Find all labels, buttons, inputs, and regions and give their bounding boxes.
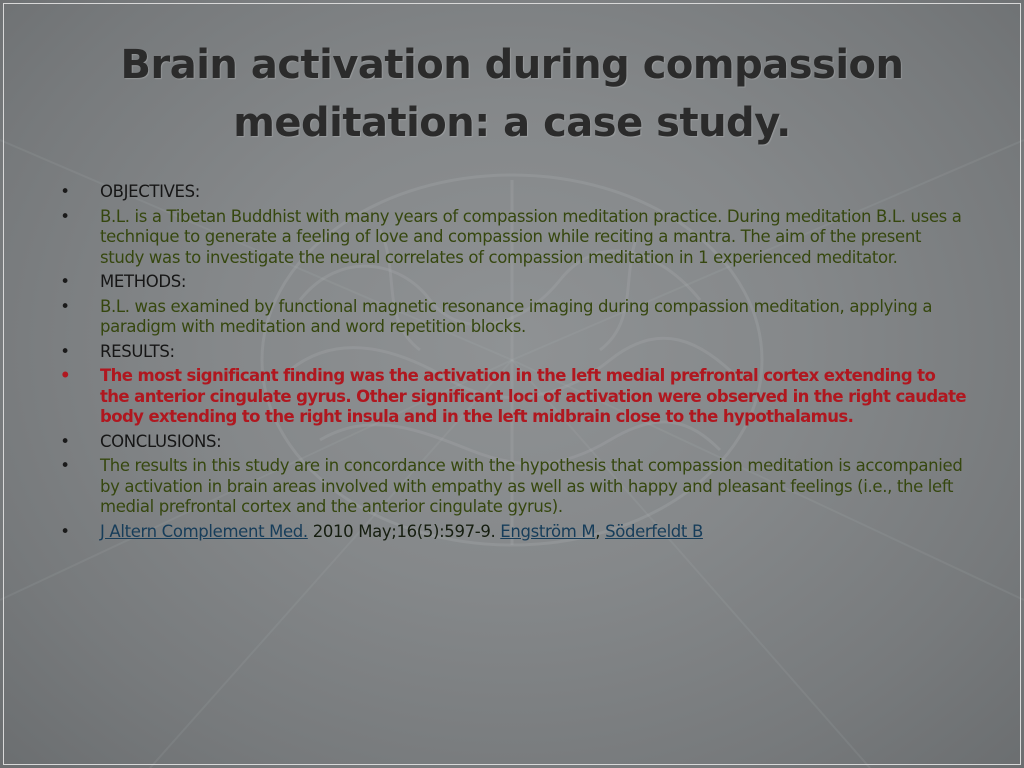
list-item-methods-body (58, 297, 968, 338)
section-heading: METHODS: (100, 272, 187, 291)
list-item-methods-heading (58, 272, 968, 293)
author-link-engstrom[interactable]: Engström M (500, 521, 596, 541)
bullet-dot: • (60, 456, 70, 475)
list-item-conclusions-heading (58, 432, 968, 453)
list-item-citation (58, 522, 968, 543)
list-item-objectives-heading (58, 182, 968, 203)
list-item-objectives-body (58, 207, 968, 269)
journal-link[interactable]: J Altern Complement Med. (100, 521, 308, 541)
section-heading: CONCLUSIONS: (100, 431, 222, 451)
bullet-dot: • (60, 366, 70, 385)
bullet-dot: • (60, 341, 70, 361)
list-item-results-body (58, 366, 968, 428)
body-text: The results in this study are in concordance with the hypothesis that compassion meditation is accompanied by activation in brain areas involved with empathy as well as with happy and pleasant feelings (i.e., the left medial prefrontal cortex and the anterior cingulate gyrus). (100, 456, 963, 516)
list-item-results-heading (58, 342, 968, 363)
highlight-text: The most significant finding was the activation in the left medial prefrontal cortex extending to the anterior cingulate gyrus. Other significant loci of activation were observed in the right caudate body extending to the right insula and in the left midbrain close to the hypothalamus. (100, 366, 966, 426)
citation-details: 2010 May;16(5):597-9. (307, 521, 501, 541)
section-heading: OBJECTIVES: (100, 182, 200, 201)
bullet-list (58, 182, 968, 546)
bullet-dot: • (60, 272, 70, 291)
body-text: B.L. is a Tibetan Buddhist with many years of compassion meditation practice. During meditation B.L. uses a technique to generate a feeling of love and compassion while reciting a mantra. The aim of the present study was to investigate the neural correlates of compassion meditation in 1 experienced meditator. (100, 206, 962, 267)
body-text: B.L. was examined by functional magnetic resonance imaging during compassion meditation, applying a paradigm with meditation and word repetition blocks. (100, 296, 933, 336)
list-item-conclusions-body (58, 456, 968, 518)
bullet-dot: • (60, 431, 70, 451)
slide-title: Brain activation during compassion meditation: a case study. (120, 42, 904, 146)
author-link-soderfeldt[interactable]: Söderfeldt B (605, 521, 703, 541)
bullet-dot: • (60, 182, 70, 201)
bullet-dot: • (60, 521, 70, 541)
section-heading: RESULTS: (100, 341, 175, 361)
author-separator: , (595, 521, 606, 541)
bullet-dot: • (60, 206, 70, 226)
bullet-dot: • (60, 296, 70, 316)
